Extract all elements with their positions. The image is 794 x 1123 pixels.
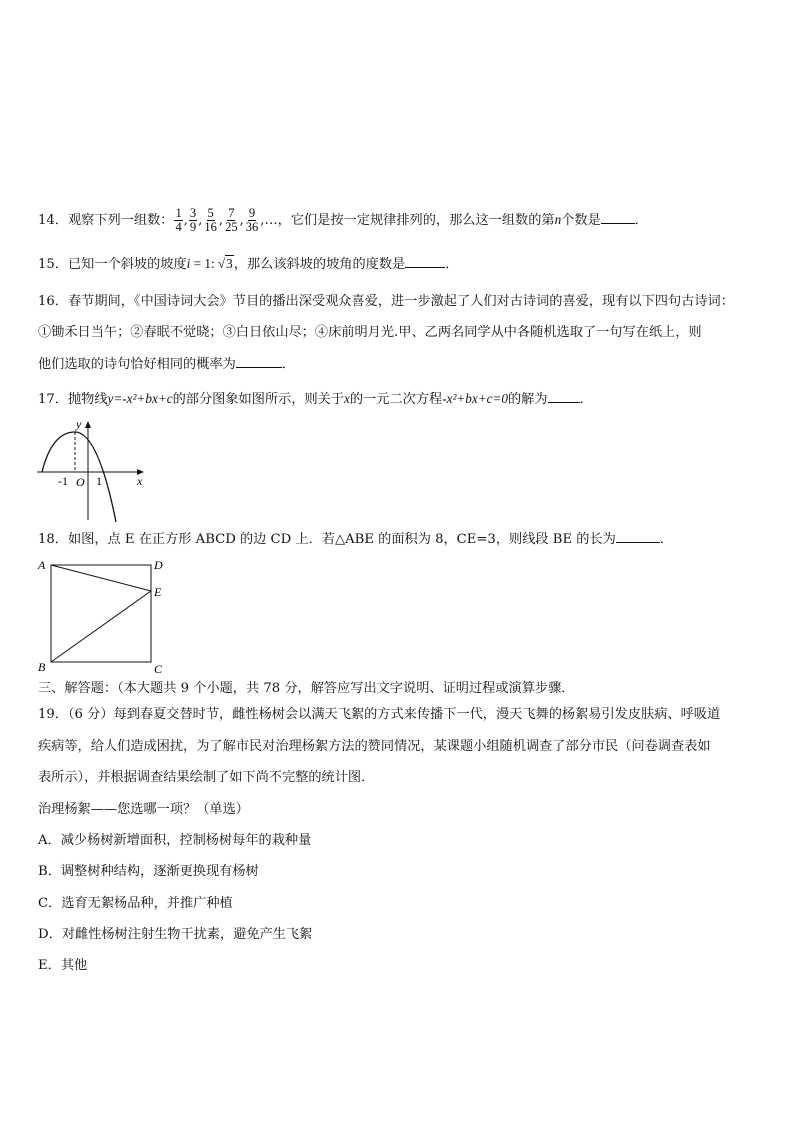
q14-fraction-2: $\frac{3}{9}$ — [189, 206, 197, 234]
origin-label: O — [76, 475, 85, 489]
q14-lead: 14．观察下列一组数： — [38, 213, 174, 228]
y-axis-arrow-icon — [85, 421, 91, 428]
square-figure — [34, 556, 174, 678]
vertex-e-label: E — [154, 585, 162, 599]
x-axis-label: x — [137, 474, 143, 488]
survey-option-d: D．对雌性杨树注射生物干扰素，避免产生飞絮 — [38, 927, 313, 942]
question-18 — [38, 530, 673, 549]
question-17 — [38, 390, 593, 409]
segment-be — [51, 591, 151, 662]
survey-option-e: E．其他 — [38, 958, 88, 973]
question-16-line-2: ①锄禾日当午；②春眠不觉晓；③白日依山尽；④床前明月光.甲、乙两名同学从中各随机选取了一句写在纸上，则 — [38, 325, 702, 340]
question-19-line-1: 19．（6 分）每到春夏交替时节，雌性杨树会以满天飞絮的方式来传播下一代，漫天飞舞的杨絮易引发皮肤病、呼吸道 — [38, 707, 721, 722]
q15-tail: ，那么该斜坡的坡角的度数是 — [233, 257, 406, 272]
q17-var-x: x — [344, 391, 350, 406]
q17-equation-2: -x²+bx+c=0 — [442, 391, 508, 406]
question-19-line-3: 表所示），并根据调查结果绘制了如下尚不完整的统计图． — [38, 770, 375, 785]
survey-option-b: B．调整树种结构，逐渐更换现有杨树 — [38, 864, 259, 879]
survey-option-a: A．减少杨树新增面积，控制杨树每年的栽种量 — [38, 833, 312, 848]
question-16-line-3 — [38, 355, 295, 374]
tick-label-neg-1: -1 — [58, 474, 68, 488]
q18-text: 18．如图，点 E 在正方形 ABCD 的边 CD 上．若△ABE 的面积为 8，CE=3，则线段 BE 的长为 — [38, 532, 616, 547]
q17-tail: 的解为 — [508, 392, 548, 407]
q17-end: ． — [579, 392, 593, 407]
q14-ellipsis: ,… — [260, 213, 278, 228]
segment-ae — [51, 565, 151, 591]
vertex-c-label: C — [154, 662, 163, 676]
survey-option-c: C．选育无絮杨品种，并推广种植 — [38, 896, 233, 911]
q17-mid: 的部分图象如图所示，则关于 — [172, 392, 345, 407]
q17-equation-1: y=-x²+bx+c — [107, 391, 173, 406]
q14-mid: ，它们是按一定规律排列的，那么这一组数的第 — [277, 213, 555, 228]
q14-fraction-5: $\frac{9}{36}$ — [245, 206, 259, 234]
vertex-b-label: B — [38, 660, 46, 674]
q14-var-n: n — [554, 212, 562, 227]
question-15 — [38, 255, 458, 274]
square-abcd — [51, 565, 151, 662]
q14-fraction-3: $\frac{5}{16}$ — [204, 206, 217, 234]
q18-answer-blank[interactable] — [616, 530, 660, 543]
question-19-line-2: 疾病等，给人们造成困扰，为了解市民对治理杨絮方法的赞同情况，某课题小组随机调查了部分市民（问卷调查表如 — [38, 739, 711, 754]
tick-label-1: 1 — [96, 474, 102, 488]
q14-fraction-1: $\frac{1}{4}$ — [175, 206, 182, 234]
q16-line-3-text: 他们选取的诗句恰好相同的概率为 — [38, 357, 236, 372]
q17-answer-blank[interactable] — [548, 390, 580, 403]
parabola-graph — [34, 414, 152, 524]
question-14: 14．观察下列一组数： $\frac{1}{4}$ , $\frac{3}{9}$ , $\frac{5}{16}$ , $\frac{7}{25}$ , $\frac{9}{36}$ ,…，它们是按一定规律排列的，那么这一组数的第n个数是 ． — [38, 206, 648, 234]
q15-lead: 15．已知一个斜坡的坡度 — [38, 257, 187, 272]
q18-end: ． — [659, 532, 674, 547]
q17-lead: 17．抛物线 — [38, 392, 108, 407]
section-3-heading: 三、解答题：（本大题共 9 个小题，共 78 分，解答应写出文字说明、证明过程或演算步骤． — [38, 681, 575, 696]
q14-answer-blank[interactable] — [601, 211, 635, 224]
q16-end: ． — [281, 357, 295, 372]
q14-end: ． — [634, 213, 648, 228]
y-axis-label: y — [76, 417, 82, 431]
q15-slope-expression: i = 1: √3 — [186, 256, 233, 271]
q15-answer-blank[interactable] — [405, 255, 445, 268]
vertex-d-label: D — [154, 558, 163, 572]
q14-tail: 个数是 — [561, 213, 601, 228]
q16-answer-blank[interactable] — [236, 355, 282, 368]
vertex-a-label: A — [38, 558, 46, 572]
q17-mid-2: 的一元二次方程 — [349, 392, 443, 407]
question-16-line-1: 16．春节期间，《中国诗词大会》节目的播出深受观众喜爱，进一步激起了人们对古诗词的喜爱，现有以下四句古诗词： — [38, 294, 734, 309]
q15-end: ． — [445, 257, 459, 272]
q14-fraction-4: $\frac{7}{25}$ — [225, 206, 238, 234]
survey-title: 治理杨絮——您选哪一项？（单选） — [38, 802, 249, 817]
